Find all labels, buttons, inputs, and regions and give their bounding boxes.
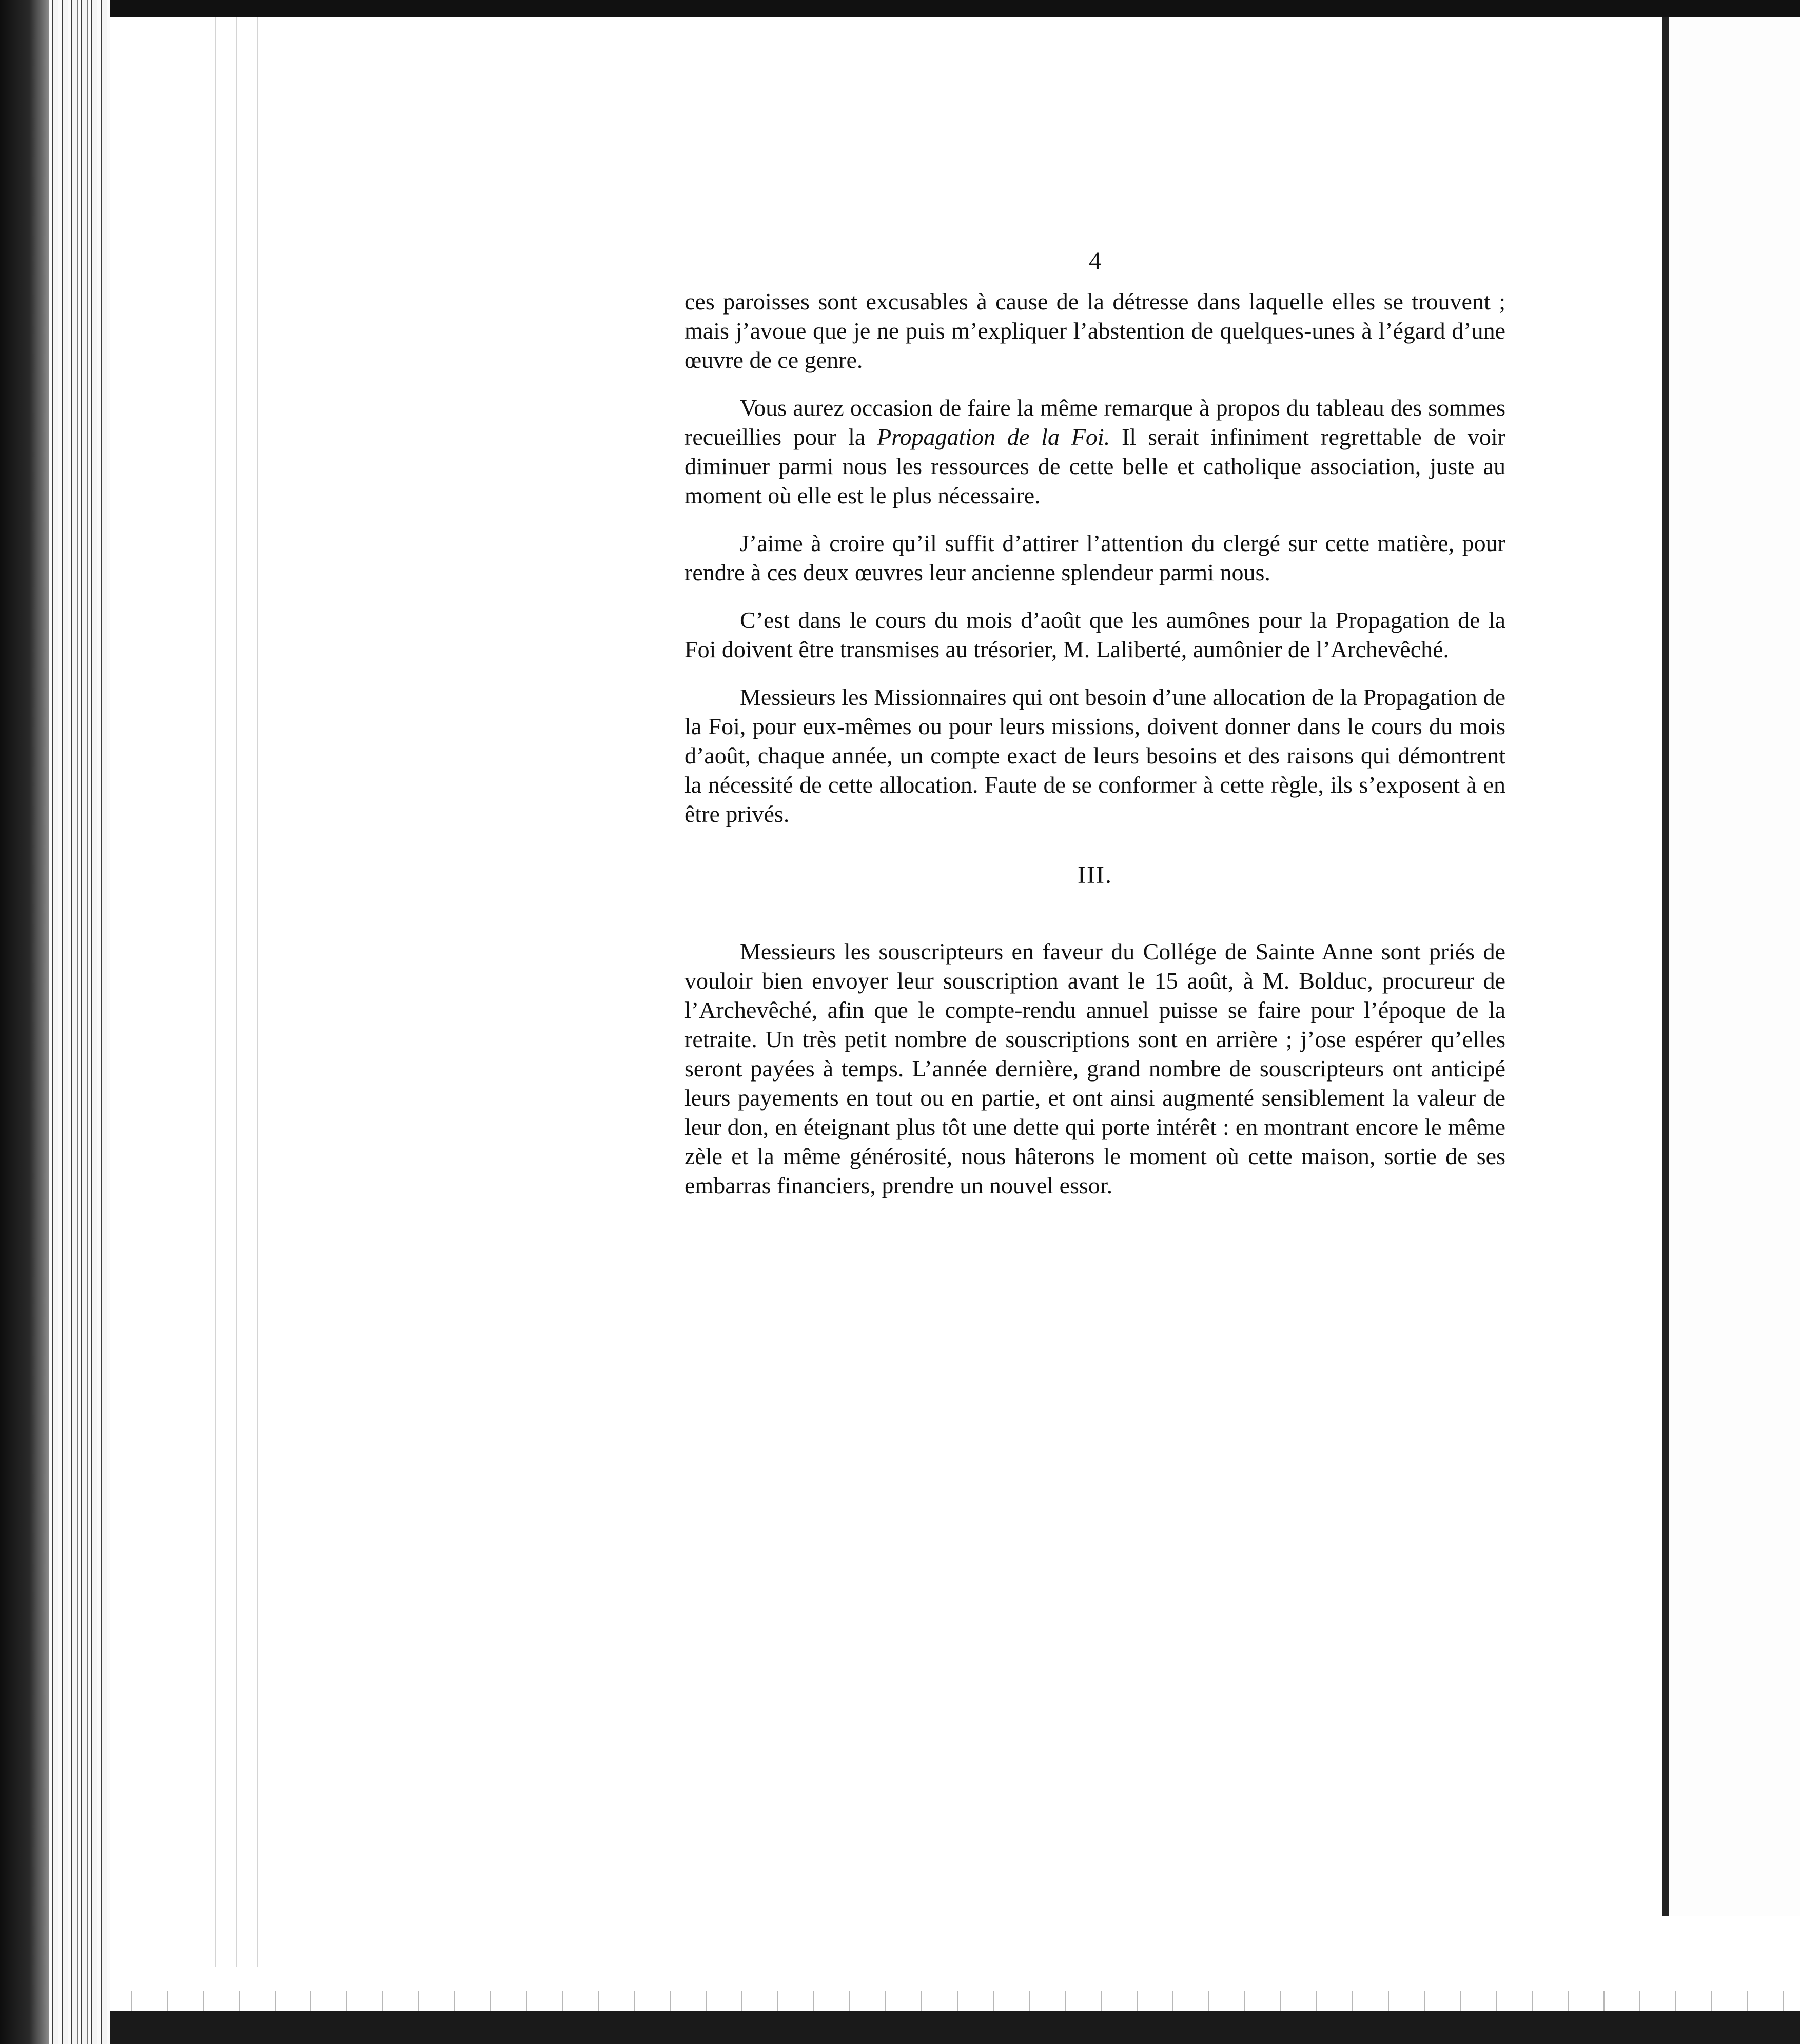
paragraph-text: Il serait infiniment regrettable de voir diminuer parmi nous les ressources de cette belle et catholique association, juste au moment où elle est le plus nécessaire. [684,424,1505,508]
page-bottom-edge [110,1991,1800,2011]
scan-bottom-border [110,2011,1800,2044]
page-number: 4 [1089,247,1101,274]
facing-page-edge [1669,17,1800,1916]
paragraph-missionaries: Messieurs les Missionnaires qui ont besoin d’une allocation de la Propagation de la Foi, pour eux-mêmes ou pour leurs missions, doivent donner dans le cours du mois d’août, chaque année, un compte exact de leurs besoins et des raisons qui démontrent la nécessité de cette allocation. Faute de se conformer à cette règle, ils s’exposent à en être privés. [684,684,1505,827]
paragraph-continuation: ces paroisses sont excusables à cause de la détresse dans laquelle elles se trouvent ; mais j’avoue que je ne puis m’expliquer l’abstention de quelques-unes à l’égard d’une œuvre de ce genre. [684,288,1505,373]
scan-top-border [0,0,1800,17]
paragraph-text: Vous aurez occasion de faire la même remarque à propos du tableau des sommes recueillies pour la [684,395,1505,450]
page-text-block [684,246,1505,1218]
book-spine-edge [49,0,110,2044]
scan-binding-shadow [0,0,49,2044]
paragraph-college-subscribers: Messieurs les souscripteurs en faveur du Collége de Sainte Anne sont priés de vouloir bien envoyer leur souscription avant le 15 août, à M. Bolduc, procureur de l’Archevêché, afin que le compte-rendu annuel puisse se faire pour l’époque de la retraite. Un très petit nombre de souscriptions sont en arrière ; j’ose espérer qu’elles seront payées à temps. L’année dernière, grand nombre de souscripteurs ont anticipé leurs payements en tout ou en partie, et ont ainsi augmenté sensiblement la valeur de leur don, en éteignant plus tôt une dette qui porte intérêt : en montrant encore le même zèle et la même générosité, nous hâterons le moment où cette maison, sortie de ses embarras financiers, prendre un nouvel essor. [684,938,1505,1198]
page-stack-edges [110,17,264,1967]
italic-title: Propagation de la Foi. [877,424,1110,450]
paragraph-clergy-attention: J’aime à croire qu’il suffit d’attirer l’attention du clergé sur cette matière, pour rendre à ces deux œuvres leur ancienne splendeur parmi nous. [684,530,1505,585]
scan-right-border [1662,17,1669,1916]
paragraph-alms-august: C’est dans le cours du mois d’août que les aumônes pour la Propagation de la Foi doivent être transmises au trésorier, M. Laliberté, aumônier de l’Archevêché. [684,607,1505,662]
section-heading: III. [1078,861,1112,889]
paragraph-propagation-remark [684,393,1505,510]
